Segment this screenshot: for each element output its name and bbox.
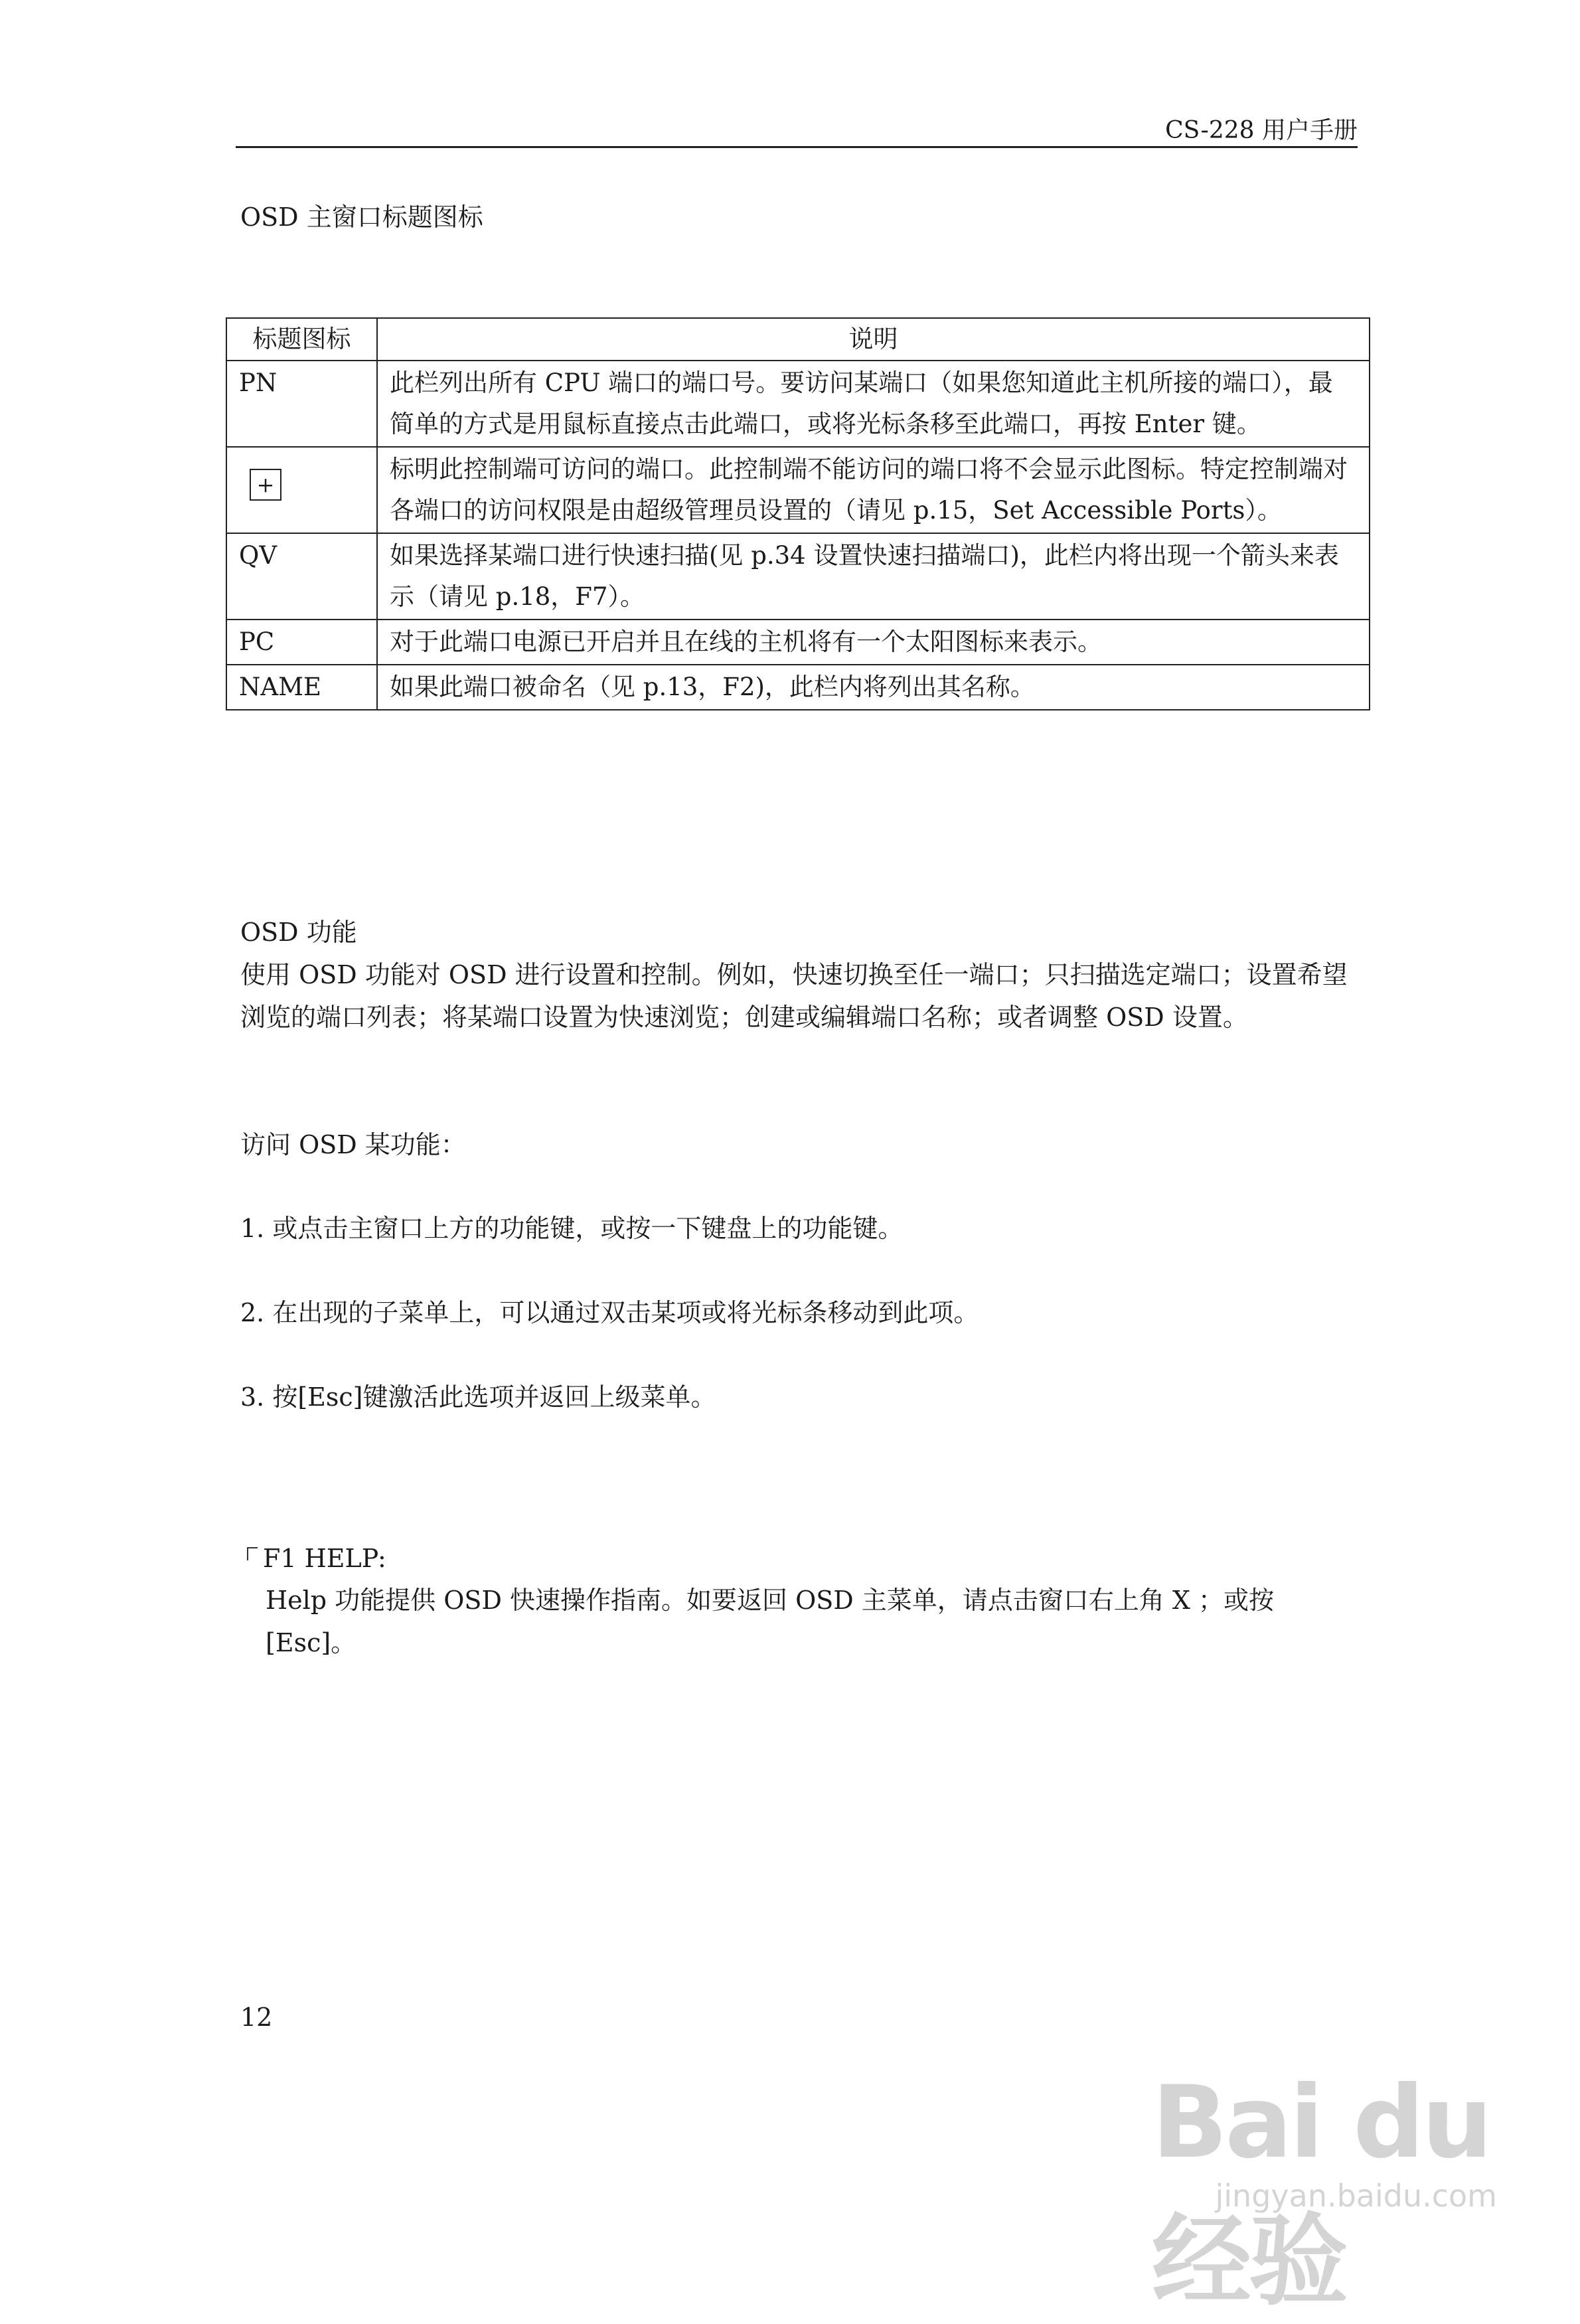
watermark xyxy=(1152,2065,1497,2319)
osd-function-title: OSD 功能 xyxy=(240,918,357,947)
row-description: 标明此控制端可访问的端口。此控制端不能访问的端口将不会显示此图标。特定控制端对各端口的访问权限是由超级管理员设置的（请见 p.15，Set Accessible Ports）。 xyxy=(377,447,1370,533)
row-icon-cell xyxy=(226,447,377,533)
osd-function-body: 使用 OSD 功能对 OSD 进行设置和控制。例如，快速切换至任一端口；只扫描选定端口；设置希望浏览的端口列表；将某端口设置为快速浏览；创建或编辑端口名称；或者调整 OSD 设置。 xyxy=(240,960,1348,1032)
step-item: 3. 按[Esc]键激活此选项并返回上级菜单。 xyxy=(240,1382,716,1412)
f1-help-body: Help 功能提供 OSD 快速操作指南。如要返回 OSD 主菜单，请点击窗口右上角 X ；或按[Esc]。 xyxy=(266,1586,1275,1657)
table-row xyxy=(226,665,1370,710)
page-number: 12 xyxy=(240,2003,273,2032)
row-description: 如果此端口被命名（见 p.13，F2)，此栏内将列出其名称。 xyxy=(377,665,1370,710)
row-icon-label: NAME xyxy=(226,665,377,710)
table-row xyxy=(226,620,1370,665)
watermark-logo: Bai du 经验 xyxy=(1152,2065,1490,2319)
section-title: OSD 主窗口标题图标 xyxy=(240,203,483,232)
osd-function-section xyxy=(240,911,1362,1038)
plus-icon: + xyxy=(250,469,281,501)
row-icon-label: PN xyxy=(226,361,377,447)
access-title: 访问 OSD 某功能： xyxy=(240,1130,466,1159)
header-divider xyxy=(236,146,1358,148)
step-item: 2. 在出现的子菜单上，可以通过双击某项或将光标条移动到此项。 xyxy=(240,1298,979,1327)
row-description: 此栏列出所有 CPU 端口的端口号。要访问某端口（如果您知道此主机所接的端口），最简单的方式是用鼠标直接点击此端口，或将光标条移至此端口，再按 Enter 键。 xyxy=(377,361,1370,447)
f1-help-title: F1 HELP: xyxy=(263,1544,386,1573)
bracket-mark xyxy=(247,1547,258,1560)
watermark-url: jingyan.baidu.com xyxy=(1215,2178,1497,2214)
table-header-row xyxy=(226,318,1370,361)
column-header-icon: 标题图标 xyxy=(226,318,377,361)
header-title: CS-228 用户手册 xyxy=(1165,117,1358,144)
title-icons-table xyxy=(226,317,1370,710)
table-row xyxy=(226,361,1370,447)
step-item: 1. 或点击主窗口上方的功能键，或按一下键盘上的功能键。 xyxy=(240,1214,904,1243)
table-row xyxy=(226,447,1370,533)
table-row xyxy=(226,533,1370,620)
row-description: 对于此端口电源已开启并且在线的主机将有一个太阳图标来表示。 xyxy=(377,620,1370,665)
row-icon-label: PC xyxy=(226,620,377,665)
column-header-description: 说明 xyxy=(377,318,1370,361)
row-description: 如果选择某端口进行快速扫描(见 p.34 设置快速扫描端口)，此栏内将出现一个箭头来表示（请见 p.18，F7）。 xyxy=(377,533,1370,620)
row-icon-label: QV xyxy=(226,533,377,620)
